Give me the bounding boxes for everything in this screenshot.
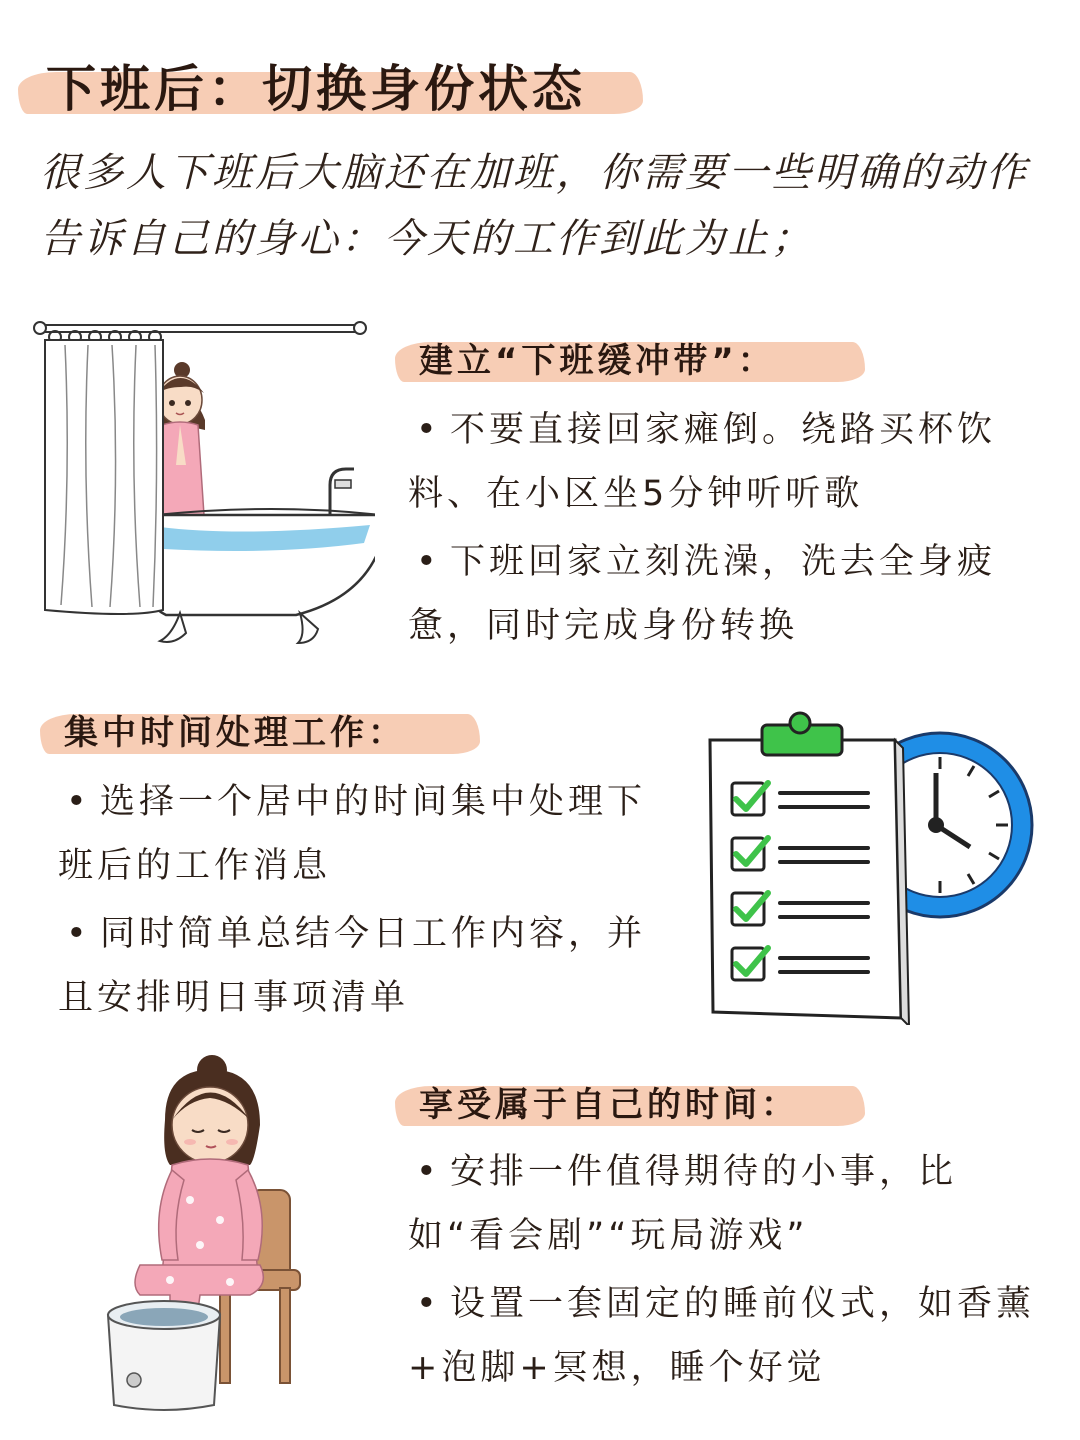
section-heading-work xyxy=(50,710,450,754)
footbath-girl-illustration xyxy=(100,1050,320,1415)
bullet-icon: • xyxy=(416,1152,441,1192)
bathtub-girl-illustration xyxy=(30,315,375,660)
list-item xyxy=(58,770,678,898)
checklist-clock-illustration xyxy=(700,705,1045,1025)
section-title: 集中时间处理工作： xyxy=(64,713,406,753)
list-item-text: 同时简单总结今日工作内容，并且安排明日事项清单 xyxy=(58,914,647,1018)
list-item-text: 设置一套固定的睡前仪式，如香薰+泡脚+冥想，睡个好觉 xyxy=(408,1284,1036,1388)
list-item xyxy=(408,1140,1038,1268)
section-heading-me-time xyxy=(405,1082,835,1126)
bullet-icon: • xyxy=(66,782,91,822)
list-item-text: 下班回家立刻洗澡，洗去全身疲惫，同时完成身份转换 xyxy=(408,542,997,646)
list-item-text: 选择一个居中的时间集中处理下班后的工作消息 xyxy=(58,782,647,886)
section-title: 享受属于自己的时间： xyxy=(419,1085,799,1125)
list-item xyxy=(408,398,1038,526)
page-title: 下班后：切换身份状态 xyxy=(46,60,586,118)
list-item-text: 不要直接回家瘫倒。绕路买杯饮料、在小区坐5分钟听听歌 xyxy=(408,410,997,514)
me-time-bullet-list xyxy=(408,1140,1038,1404)
buffer-bullet-list xyxy=(408,398,1038,662)
page-title-block xyxy=(18,58,648,120)
list-item-text: 安排一件值得期待的小事，比如“看会剧”“玩局游戏” xyxy=(408,1152,958,1256)
section-heading-buffer xyxy=(405,338,835,382)
bullet-icon: • xyxy=(66,914,91,954)
list-item xyxy=(408,1272,1038,1400)
bullet-icon: • xyxy=(416,1284,441,1324)
work-bullet-list xyxy=(58,770,678,1034)
section-title: 建立“下班缓冲带”： xyxy=(419,341,776,381)
intro-paragraph: 很多人下班后大脑还在加班，你需要一些明确的动作告诉自己的身心：今天的工作到此为止； xyxy=(40,150,1029,262)
bullet-icon: • xyxy=(416,410,441,450)
list-item xyxy=(58,902,678,1030)
bullet-icon: • xyxy=(416,542,441,582)
list-item xyxy=(408,530,1038,658)
